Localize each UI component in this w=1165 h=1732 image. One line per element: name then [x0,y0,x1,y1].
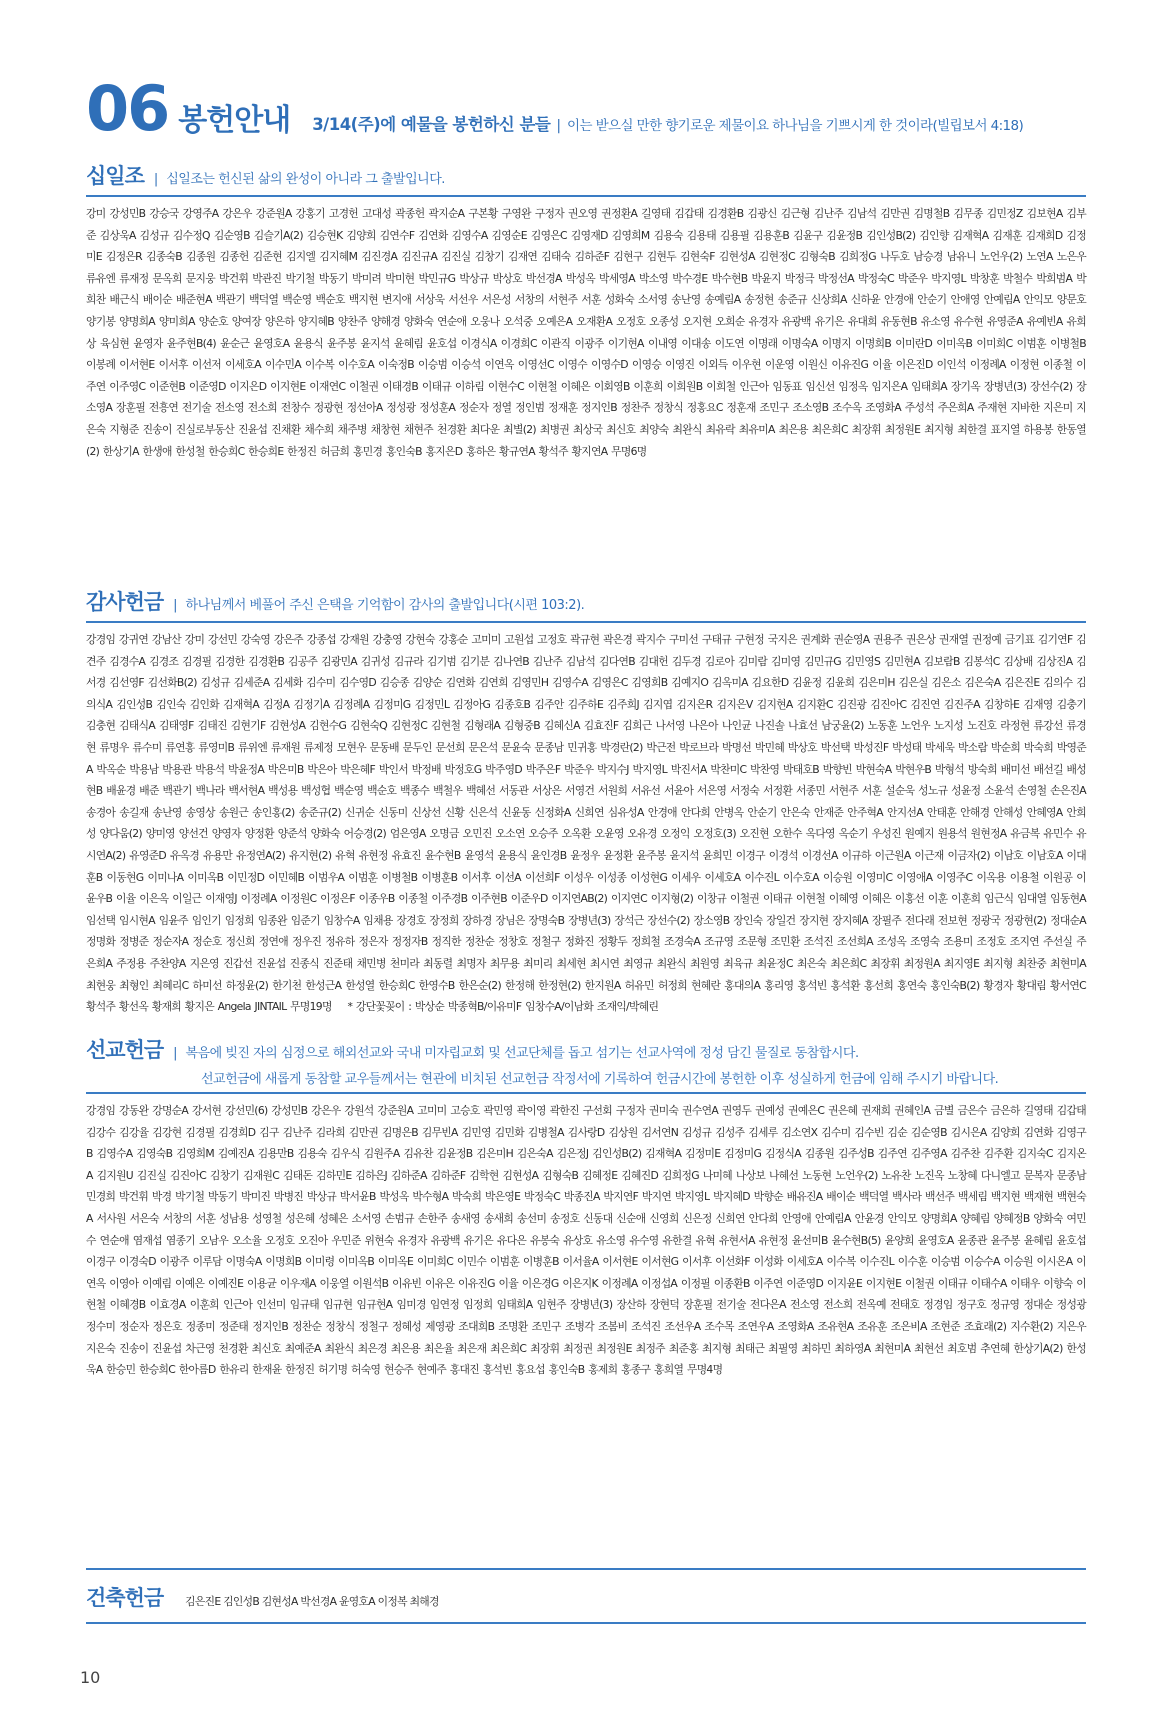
thanks-divider [86,621,1086,623]
thanks-name-list: 강경임 강귀연 강남산 강미 강선민 강숙영 강은주 강종섭 강재원 강충영 강현숙 강홍순 고미미 고원섭 고정호 곽규현 곽은경 곽지수 구미선 구태규 구현정 국지은 권계화 권순영A 권용주 권은상 권재열 권정예 금기표 김기연F 김견주 김경수A 김경조 김경필 김경한 김경환B 김공주 김광민A 김귀성 김규라 김기범 김기분 김나연B 김난주 김남석 김다연B 김대헌 김두경 김로아 김미람 김미영 김민규G 김민영S 김민현A 김보람B 김봉석C 김상배 김상진A 김서경 김선영F 김선화B(2) 김성규 김세준A 김세화 김수미 김수영D 김승종 김양순 김연화 김연희 김영민H 김영수A 김영은C 김영희B 김예지O 김옥미A 김요한D 김윤정 김윤희 김은미H 김은실 김은소 김은숙A 김은진E 김의수 김의식A 김인성B 김인숙 김인화 김재혁A 김정A 김정기A 김정례A 김정미G 김정민L 김정아G 김종호B 김주안 김주하E 김주희J 김지엽 김지은R 김지은V 김지현A 김지환C 김진광 김진아C 김진연 김진주A 김창하E 김재영 김충기 김충현 김태식A 김태영F 김태진 김현기F 김현성A 김현수G 김현숙Q 김현정C 김현철 김형래A 김형중B 김혜신A 김효진F 김희근 나서영 나은아 나인균 나진솔 나효선 남궁윤(2) 노동훈 노언우 노지성 노진호 라정현 류강선 류경현 류명우 류수미 류연홍 류영미B 류위엔 류재원 류제정 모현우 문동배 문두인 문선희 문은석 문윤숙 문종남 민귀홍 박경란(2) 박근전 박로브라 박명선 박민혜 박상호 박선택 박성진F 박성태 박세욱 박소람 박순희 박숙희 박영준A 박옥순 박용남 박용관 박용석 박윤정A 박은미B 박은아 박은혜F 박인서 박정배 박정호G 박주영D 박주은F 박준우 박지수J 박지영L 박진서A 박찬미C 박찬영 박태호B 박향빈 박현숙A 박현우B 박형석 방숙희 배미선 배선길 배성현B 배윤경 배준 백관기 백나라 백서현A 백성용 백성협 백순영 백순호 백종수 백철우 백혜선 서동관 서상은 서영건 서원희 서유선 서윤아 서은영 서정숙 서정환 서종민 서현주 서훈 설순욱 성노규 성윤정 소윤석 손영철 손은진A 송경아 송길재 송난영 송영상 송원근 송인홍(2) 송준규(2) 신귀순 신동미 신상선 신황 신은석 신윤동 신정화A 신희연 심유성A 안경애 안다희 안병옥 안순기 안은숙 안재준 안주혁A 안지선A 안태훈 안해경 안해성 안혜영A 안희성 양다움(2) 양미영 양선건 양영자 양정환 양준석 양화숙 어승경(2) 엄은영A 오명금 오민진 오소연 오승주 오옥환 오윤영 오유경 오정익 오정호(3) 오진현 오한수 옥다영 옥순기 우성진 원예지 원용석 원현정A 유금복 유민수 유시연A(2) 유영준D 유옥경 유용만 유정연A(2) 유지현(2) 유혁 유현정 유효진 윤수현B 윤영석 윤용식 윤인경B 윤정우 윤정환 윤주봉 윤지석 윤희민 이경구 이경석 이경선A 이규하 이근원A 이근재 이금자(2) 이남호 이남호A 이대훈B 이동현G 이미나A 이미옥B 이민정D 이민혜B 이범우A 이범훈 이병철B 이병훈B 이서후 이선A 이선희F 이성우 이성종 이성현G 이세우 이세호A 이수진L 이수호A 이승원 이영미C 이영애A 이영주C 이옥용 이용철 이원공 이윤우B 이율 이은옥 이일근 이재영J 이정례A 이정원C 이정은F 이종우B 이종철 이주경B 이주현B 이준우D 이지연AB(2) 이지연C 이지형(2) 이창규 이철권 이태규 이현철 이혜영 이혜은 이홍선 이훈 이훈희 임근식 임대열 임동현A 임선택 임시현A 임윤주 임인기 임정희 임종완 임준기 임창수A 임채용 장경호 장정희 장하경 장님은 장명숙B 장병년(3) 장석근 장선수(2) 장소영B 장인숙 장일건 장지현 장지혜A 장필주 전다래 전보현 정광국 정광현(2) 정대순A 정명화 정병준 정순자A 정순호 정신희 정연애 정우진 정유하 정은자 정정자B 정직한 정찬순 정창호 정철구 정화진 정황두 정희철 조경숙A 조규영 조문형 조민환 조석진 조선희A 조성옥 조영숙 조용미 조정호 조지연 주선실 주은희A 주정용 주찬양A 지은영 진갑선 진윤섭 진종식 진준태 채민병 천미라 최동렬 최명자 최무용 최미리 최세현 최시연 최영규 최완식 최원영 최육규 최윤정C 최은숙 최은희C 최장휘 최정원A 최지영E 최지형 최찬중 최현미A 최현웅 최형인 최혜리C 하미선 하정윤(2) 한기천 한성근A 한성열 한승희C 한영수B 한은순(2) 한정해 한정현(2) 한지원A 허유민 허정희 현혜란 홍대의A 홍리영 홍석빈 홍석환 홍선희 홍연숙 홍인숙B(2) 황경자 황대림 황서연C 황석주 황선옥 황재희 황지은 Angela JINTAIL 무명19명 [86,633,1086,1014]
thanks-description: 하나님께서 베풀어 주신 은택을 기억함이 감사의 출발입니다(시편 103:2). [185,598,585,613]
building-divider-bottom [86,1622,1086,1624]
building-section [86,1568,1086,1624]
thanks-separator: | [173,598,178,613]
page-title: 봉헌안내 [178,103,291,138]
tithe-section [86,160,1086,527]
mission-section [86,1034,1086,1403]
tithe-description: 십일조는 헌신된 삶의 완성이 아니라 그 출발입니다. [166,172,445,187]
mission-title: 선교헌금 [86,1038,164,1062]
tithe-heading [86,160,1086,190]
building-row [86,1582,1086,1612]
tithe-names: 강미 강성민B 강승국 강영주A 강은우 강준원A 강홍기 고경헌 고대성 곽종헌 곽지순A 구본황 구영완 구정자 권오영 권정환A 길영태 김갑태 김경환B 김광신 김근형 김난주 김남석 김만권 김명철B 김무종 김민정Z 김보현A 김부준 김상욱A 김성규 김수정Q 김순영B 김슬기A(2) 김승현K 김양희 김연수F 김연화 김영수A 김영순E 김영은C 김영재D 김영희M 김용숙 김용태 김용필 김용훈B 김윤구 김윤정B 김인성B(2) 김인향 김재혁A 김재훈 김재희D 김정미E 김정은R 김종숙B 김종원 김종헌 김준현 김지엘 김지혜M 김진경A 김진규A 김진실 김창기 김재연 김태숙 김하준F 김현구 김현두 김현숙F 김현성A 김현정C 김형숙B 김희정G 나두호 남승경 남유니 노언우(2) 노연A 노은우 류유엔 류재정 문옥희 문지웅 박건휘 박관진 박기철 박동기 박미려 박미현 박민규G 박상규 박상호 박선경A 박성옥 박세영A 박소영 박수경E 박수현B 박윤지 박정극 박정선A 박정숙C 박준우 박지영L 박창훈 박철수 박희범A 박희찬 배근식 배이순 배준현A 백관기 백덕열 백순영 백순호 백지현 변지애 서상욱 서선우 서은성 서창의 서현주 서훈 성화숙 소서영 송난영 송예림A 송정현 송준규 신상희A 신하윤 안경애 안순기 안애영 안예림A 안익모 양문호 양기봉 양명희A 양미희A 양순호 양여장 양은하 양지혜B 양찬주 양해경 양화숙 연순애 오웅나 오석중 오예은A 오재환A 오정호 오종성 오지현 오희순 유경자 유광백 유기은 유대희 유동현B 유소영 유수현 유영준A 유예빈A 유희상 육심현 윤영자 윤주현B(4) 윤순근 윤영호A 윤용식 윤주봉 윤지석 윤혜림 윤호섭 이경식A 이경희C 이관직 이광주 이기현A 이내영 이대송 이도연 이명래 이명숙A 이명지 이명희B 이미란D 이미옥B 이미희C 이범훈 이병철B 이봉례 이서현E 이서후 이선저 이세호A 이수민A 이수복 이수호A 이숙정B 이승범 이승석 이연옥 이영선C 이영수 이영수D 이영승 이영진 이외득 이우현 이운영 이원신 이유진G 이율 이은진D 이인석 이정례A 이정현 이종철 이주연 이주영C 이준현B 이준영D 이지은D 이지현E 이재연C 이철권 이태경B 이태규 이하림 이현수C 이현철 이혜은 이회영B 이훈희 이희원B 이희철 인근아 임동표 임신선 임정옥 임지은A 임태희A 장기옥 장병년(3) 장선수(2) 장소영A 장훈필 전흥연 전기술 전소영 전소희 전창수 정광현 정선아A 정성광 정성훈A 정순자 정열 정인범 정재훈 정지인B 정찬주 정창식 정홍요C 정훈재 조민구 조소영B 조수옥 조영화A 주성석 주은희A 주재현 지바한 지은미 지은숙 지형준 진송이 진실로부동산 진윤섭 진채환 채수희 채주병 채창현 채현주 천경환 최다운 최별(2) 최병권 최상국 최신호 최양숙 최완식 최유락 최유미A 최은용 최은희C 최장휘 최정원E 최지형 최한결 표지열 하용봉 한동열(2) 한상기A 한생애 한성철 한승희C 한승희E 한정진 허금희 홍민경 홍인숙B 홍지은D 홍하은 황규연A 황석주 황지연A 무명6명 [86,207,1086,458]
mission-separator: | [173,1046,178,1061]
flower-note: * 강단꽃꽂이 : 박상순 박종혁B/이유미F 임창수A/이남화 조재익/박혜린 [347,1000,659,1014]
tithe-divider [86,195,1086,197]
page-subtitle: 3/14(주)에 예물을 봉헌하신 분들 [312,115,551,134]
section-number: 06 [86,72,169,145]
thanks-names [86,629,1086,1014]
building-divider-top [86,1568,1086,1570]
header-separator: | [556,118,562,134]
mission-description-2: 선교헌금에 새롭게 동참할 교우들께서는 현관에 비치된 선교헌금 작정서에 기록하여 헌금시간에 봉헌한 이후 성실하게 헌금에 임해 주시기 바랍니다. [201,1072,999,1087]
tithe-separator: | [153,172,159,187]
building-title: 건축헌금 [86,1586,164,1610]
header-verse: 이는 받으실 만한 향기로운 제물이요 하나님을 기쁘시게 한 것이라(빌립보서 4:18) [567,118,1024,134]
mission-description: 복음에 빚진 자의 심정으로 해외선교와 국내 미자립교회 및 선교단체를 돕고 섬기는 선교사역에 정성 담긴 물질로 동참합시다. [185,1046,859,1061]
thanks-title: 감사헌금 [86,590,164,614]
page-header [86,72,1105,145]
mission-names: 강경임 강동완 강명순A 강서현 강선민(6) 강성민B 강은우 강원석 강준원A 고미미 고승호 곽민영 곽이영 곽한진 구선회 구정자 권미숙 권수연A 권영두 권예성 권예은C 권은혜 권재희 권혜인A 금별 금은수 금은하 길영태 김갑태 김강수 김강율 김강현 김경필 김경희D 김구 김난주 김라희 김만권 김명은B 김무빈A 김민영 김민화 김병철A 김사랑D 김상원 김서연N 김성규 김성주 김세루 김소연X 김수미 김수빈 김순 김순영B 김시은A 김양희 김연화 김영구B 김영수A 김영숙B 김영희M 김예진A 김용만B 김용숙 김우식 김원주A 김유찬 김윤정B 김은미H 김은숙A 김은정J 김인성B(2) 김재혁A 김정미E 김정미G 김정식A 김종원 김주성B 김주연 김주영A 김주찬 김주환 김지숙C 김지온A 김지원U 김진실 김진아C 김창기 김재원C 김태돈 김하민E 김하은J 김하준A 김하준F 김학현 김현성A 김형숙B 김혜정E 김혜진D 김희정G 나미혜 나상보 나혜선 노동현 노언우(2) 노유찬 노진옥 노창혜 다니엘고 문복자 문종남 민경희 박건휘 박경 박기철 박동기 박미진 박병진 박상규 박서윤B 박성옥 박수형A 박숙희 박은영E 박정숙C 박종진A 박지연F 박지연 박지영L 박지혜D 박향순 배유진A 배이순 백덕열 백사라 백선주 백세림 백지현 백재현 백현숙A 서사원 서은숙 서창의 서훈 성남용 성영철 성은혜 성혜은 소서영 손범규 손한주 송새영 송새희 송선미 송정호 신동대 신순애 신영희 신은정 신희연 안다희 안영애 안예림A 안윤경 안익모 양명희A 양혜림 양혜정B 양화숙 여민수 연순애 염재섭 염종기 오남우 오소율 오정호 오진아 우민준 위현숙 유경자 유광백 유기은 유다은 유봉숙 유상호 유소영 유수영 유한결 유혁 유현서A 유현정 윤선미B 윤수현B(5) 윤양희 윤영호A 윤종관 윤주봉 윤혜림 윤호섭 이경구 이경숙D 이광주 이루담 이명숙A 이명희B 이미령 이미옥B 이미옥E 이미희C 이민수 이범훈 이병훈B 이서율A 이서현E 이서현G 이서후 이선화F 이성화 이세호A 이수복 이수진L 이수훈 이승범 이승수A 이승원 이시온A 이연옥 이영아 이예림 이예은 이예진E 이용균 이우재A 이웅열 이원석B 이유빈 이유은 이유진G 이율 이은경G 이은지K 이정례A 이정섭A 이정필 이종환B 이주연 이준영D 이지윤E 이지현E 이철권 이태규 이태수A 이태우 이향숙 이현철 이혜경B 이효경A 이훈희 인근아 인선미 임규태 임규현 임규현A 임미경 임연정 임정희 임태희A 임현주 장병년(3) 장산하 장현덕 장훈필 전기술 전다은A 전소영 전소희 전옥예 전태호 정경임 정구호 정규영 정대순 정성광 정수미 정순자 정은호 정종미 정준태 정지인B 정찬순 정창식 정철구 정혜성 제영광 조대희B 조명환 조민구 조병각 조봄비 조석진 조선우A 조수목 조연우A 조영화A 조유현A 조유훈 조은비A 조현준 조효래(2) 지수환(2) 지은우 지은숙 진송이 진윤섭 차근영 천경환 최신호 최예준A 최완식 최은경 최은용 최은율 최은재 최은희C 최장휘 최정권 최정원E 최정주 최준홍 최지형 최태근 최필영 최하민 최하영A 최현미A 최현선 최호범 추연혜 한상기A(2) 한성욱A 한승민 한승희C 한아름D 한유리 한재윤 한정진 허기명 허숙영 현승주 현예주 홍대진 홍석빈 홍요섭 홍인숙B 홍제희 홍종구 홍희열 무명4명 [86,1104,1086,1377]
thanks-section [86,586,1086,1014]
mission-divider [86,1092,1086,1094]
thanks-heading [86,586,1086,616]
building-names: 김은진E 김인성B 김현성A 박선경A 윤영호A 이정복 최해경 [185,1595,439,1608]
mission-heading [86,1034,1086,1064]
page-number: 10 [80,1668,101,1687]
tithe-title: 십일조 [86,164,144,188]
